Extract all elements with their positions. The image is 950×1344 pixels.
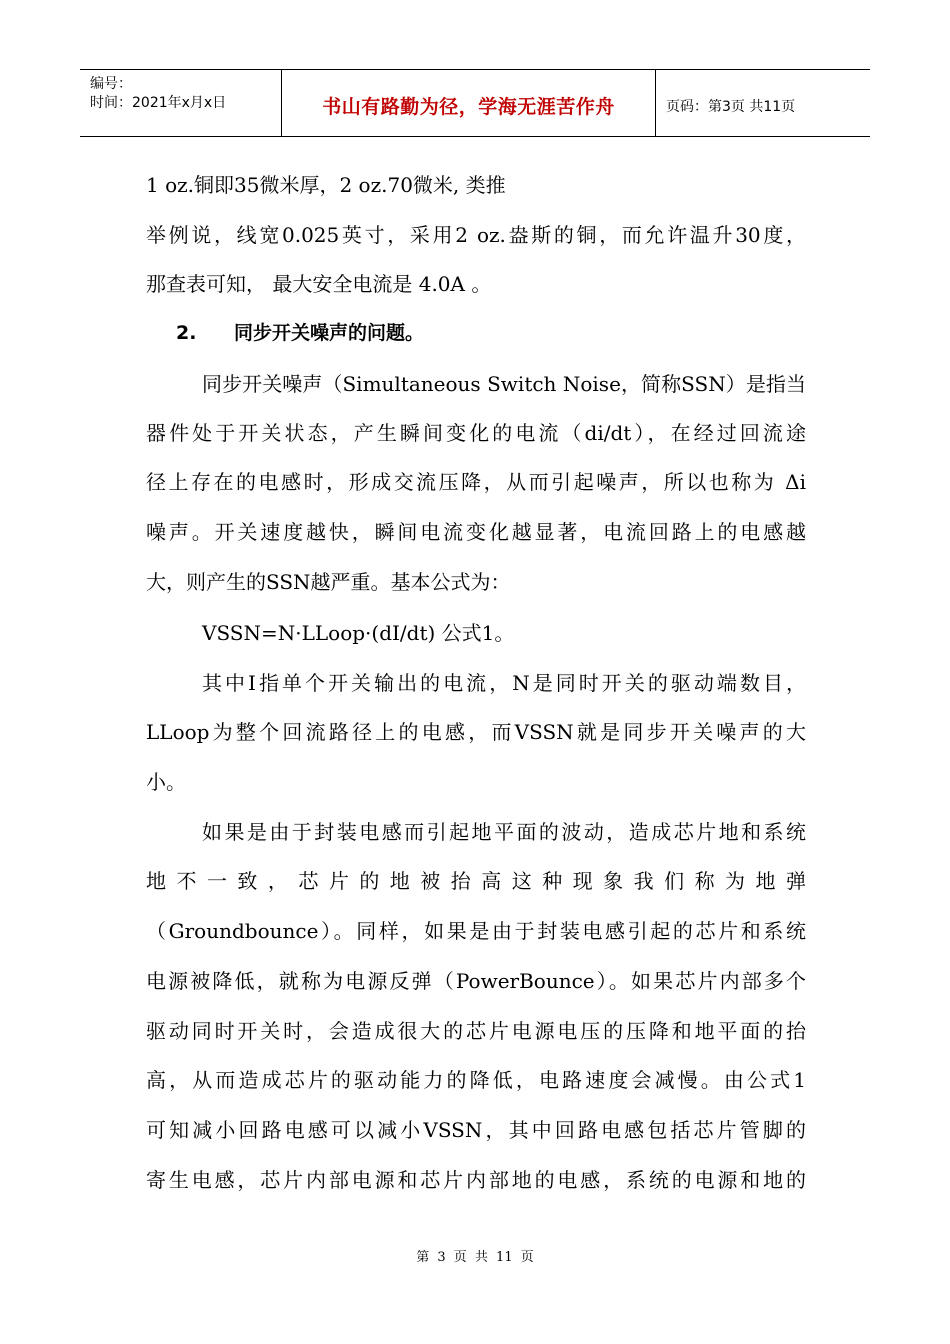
paragraph-line: （Groundbounce）。同样，如果是由于封装电感引起的芯片和系统 (146, 919, 806, 943)
paragraph-line: 噪声。开关速度越快，瞬间电流变化越显著，电流回路上的电感越 (146, 520, 806, 544)
paragraph-line: 地不一致，芯片的地被抬高这种现象我们称为地弹 (146, 869, 806, 893)
section-heading (176, 318, 424, 348)
body-line: 那查表可知， 最大安全电流是 4.0A 。 (146, 272, 492, 296)
document-time-label: 时间：2021年x月x日 (90, 95, 227, 111)
body-line: 1 oz.铜即35微米厚，2 oz.70微米, 类推 (146, 173, 506, 197)
header-motto-cell (282, 70, 656, 136)
paragraph-line: 同步开关噪声（Simultaneous Switch Noise，简称SSN）是指当 (202, 372, 806, 396)
paragraph-line: 其中I指单个开关输出的电流，N是同时开关的驱动端数目， (202, 671, 806, 695)
paragraph-line: 器件处于开关状态，产生瞬间变化的电流（di/dt），在经过回流途 (146, 421, 806, 445)
paragraph-line: 高，从而造成芯片的驱动能力的降低，电路速度会减慢。由公式1 (146, 1068, 806, 1092)
formula-line: VSSN=N·LLoop·(dI/dt) 公式1。 (202, 621, 515, 645)
page-footer: 第 3 页 共 11 页 (416, 1250, 534, 1265)
section-number: 2. (176, 322, 197, 344)
document-number-label: 编号： (90, 76, 132, 92)
paragraph-line: 寄生电感，芯片内部电源和芯片内部地的电感，系统的电源和地的 (146, 1168, 806, 1192)
page-header (80, 69, 870, 137)
paragraph-line: 可知减小回路电感可以减小VSSN，其中回路电感包括芯片管脚的 (146, 1118, 806, 1142)
header-page-cell (656, 70, 870, 136)
paragraph-line: LLoop为整个回流路径上的电感，而VSSN就是同步开关噪声的大 (146, 720, 806, 744)
header-motto: 书山有路勤为径，学海无涯苦作舟 (322, 96, 615, 118)
paragraph-line: 径上存在的电感时，形成交流压降，从而引起噪声，所以也称为 Δi (146, 470, 806, 494)
section-title: 同步开关噪声的问题。 (234, 322, 425, 344)
paragraph-line: 电源被降低，就称为电源反弹（PowerBounce）。如果芯片内部多个 (146, 969, 806, 993)
header-page-info: 页码：第3页 共11页 (666, 99, 796, 115)
paragraph-line: 小。 (146, 770, 186, 794)
paragraph-line: 驱动同时开关时，会造成很大的芯片电源电压的压降和地平面的抬 (146, 1019, 806, 1043)
header-info-cell (80, 70, 282, 136)
body-line: 举例说，线宽0.025英寸，采用2 oz.盎斯的铜，而允许温升30度， (146, 223, 806, 247)
paragraph-line: 如果是由于封装电感而引起地平面的波动，造成芯片地和系统 (202, 820, 806, 844)
paragraph-line: 大，则产生的SSN越严重。基本公式为： (146, 570, 511, 594)
